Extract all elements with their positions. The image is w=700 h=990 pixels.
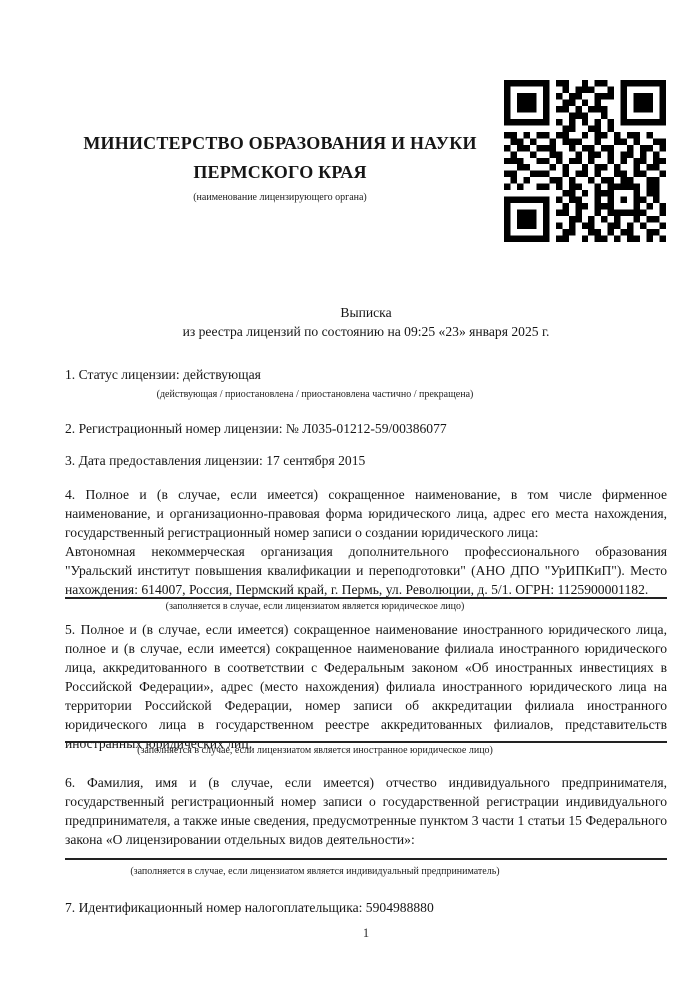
licensing-authority-header <box>65 129 495 204</box>
item-license-status <box>65 365 667 401</box>
entrepreneur-note: (заполняется в случае, если лицензиатом является индивидуальный предприниматель) <box>130 866 500 877</box>
item-registration-number: 2. Регистрационный номер лицензии: № Л035-01212-59/00386077 <box>65 421 447 436</box>
document-title <box>65 303 667 341</box>
foreign-entity-description: 5. Полное и (в случае, если имеется) сокращенное наименование иностранного юридического лица, полное и (в случае, если имеется) сокращенное наименование филиала иностранного юридического лица, аккредитованного в соответствии с Федеральным законом «Об иностранных инвестициях в Российской Федерации», адрес (место нахождения) филиала иностранного юридического лица на территории Российской Федерации, номер записи об аккредитации филиала иностранного юридического лица в государственном реестре аккредитованных филиалов, представительств иностранных юридических лиц: <box>65 622 667 751</box>
qr-code <box>503 80 667 242</box>
item-individual-entrepreneur <box>65 773 667 849</box>
legal-entity-description: 4. Полное и (в случае, если имеется) сокращенное наименование, в том числе фирменное наименование, и организационно-правовая форма юридического лица, адрес его места нахождения, государственный регистрационный номер записи о создании юридического лица: <box>65 487 667 540</box>
item-taxpayer-number: 7. Идентификационный номер налогоплательщика: 5904988880 <box>65 900 434 915</box>
authority-name-line2: ПЕРМСКОГО КРАЯ <box>193 162 367 182</box>
legal-entity-value: Автономная некоммерческая организация дополнительного профессионального образования "Уральский институт повышения квалификации и переподготовки" (АНО ДПО "УрИПКиП"). Место нахождения: 614007, Россия, Пермский край, г. Пермь, ул. Революции, д. 5/1. ОГРН: 1125900001182. <box>65 544 667 597</box>
title-line2: из реестра лицензий по состоянию на 09:25 «23» января 2025 г. <box>182 324 550 339</box>
entrepreneur-fill-line <box>65 858 667 860</box>
foreign-entity-note: (заполняется в случае, если лицензиатом является иностранное юридическое лицо) <box>137 745 493 756</box>
item-legal-entity <box>65 485 667 599</box>
legal-entity-fill-line <box>65 597 667 599</box>
entrepreneur-description: 6. Фамилия, имя и (в случае, если имеется) отчество индивидуального предпринимателя, государственный регистрационный номер записи о государственной регистрации индивидуального предпринимателя, а также иные сведения, предусмотренные пунктом 3 части 1 статьи 15 Федерального закона «О лицензировании отдельных видов деятельности»: <box>65 775 667 847</box>
foreign-entity-fill-line <box>65 741 667 743</box>
page-number: 1 <box>362 926 370 940</box>
title-line1: Выписка <box>340 305 392 320</box>
license-status-text: 1. Статус лицензии: действующая <box>65 367 261 382</box>
authority-caption: (наименование лицензирующего органа) <box>193 192 367 203</box>
authority-name-line1: МИНИСТЕРСТВО ОБРАЗОВАНИЯ И НАУКИ <box>83 133 477 153</box>
license-status-note: (действующая / приостановлена / приостановлена частично / прекращена) <box>156 389 474 400</box>
item-foreign-entity <box>65 620 667 753</box>
item-license-date: 3. Дата предоставления лицензии: 17 сентября 2015 <box>65 453 366 468</box>
legal-entity-note: (заполняется в случае, если лицензиатом является юридическое лицо) <box>165 601 465 612</box>
